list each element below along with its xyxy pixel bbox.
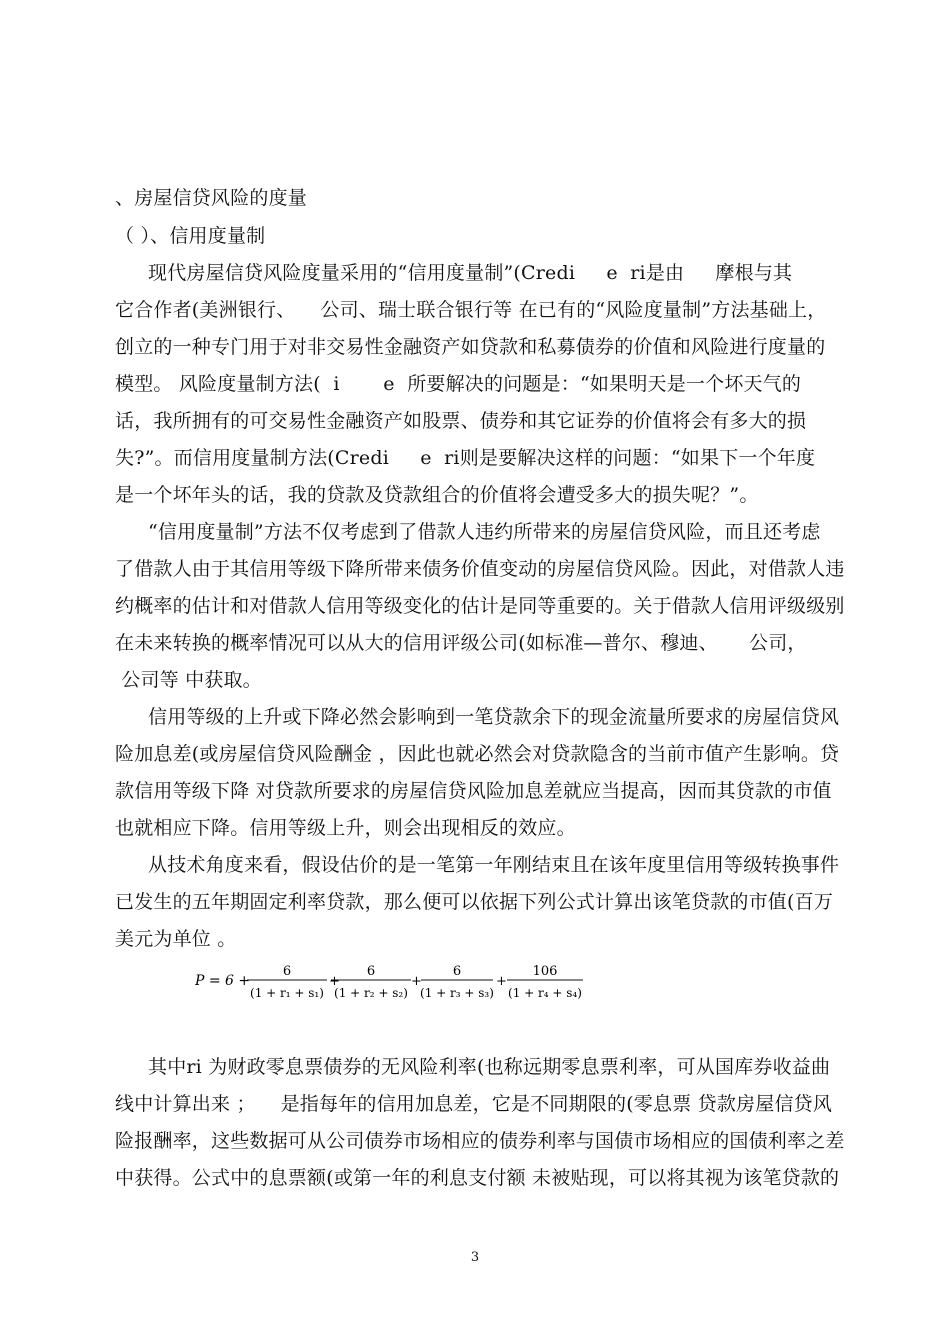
- paragraph-line: 款信用等级下降 对贷款所要求的房屋信贷风险加息差就应当提高，因而其贷款的市值: [115, 780, 832, 802]
- paragraph-line: 中获得。公式中的息票额(或第一年的利息支付额 未被贴现，可以将其视为该笔贷款的: [115, 1167, 840, 1189]
- paragraph-line: 美元为单位 。: [115, 928, 237, 950]
- section-heading: 、房屋信贷风险的度量: [115, 187, 308, 209]
- paragraph-line: 公司等 中获取。: [115, 669, 262, 691]
- paragraph-line: 信用等级的上升或下降必然会影响到一笔贷款余下的现金流量所要求的房屋信贷风: [148, 706, 840, 728]
- paragraph-line: 险加息差(或房屋信贷风险酬金 ，因此也就必然会对贷款隐含的当前市值产生影响。贷: [115, 743, 840, 765]
- paragraph-line: 了借款人由于其信用等级下降所带来债务价值变动的房屋信贷风险。因此，对借款人违: [115, 558, 845, 580]
- formula-plus-2: +: [411, 974, 422, 989]
- formula-numerator-1: 6: [282, 964, 292, 979]
- page-number: 3: [470, 1250, 480, 1265]
- formula-numerator-2: 6: [366, 964, 376, 979]
- paragraph-line: 话，我所拥有的可交易性金融资产如股票、债券和其它证券的价值将会有多大的损: [115, 410, 807, 432]
- formula-svg: [195, 960, 595, 1008]
- formula-numerator-3: 6: [452, 964, 462, 979]
- formula-numerator-4: 106: [532, 964, 558, 979]
- paragraph-line: 约概率的估计和对借款人信用等级变化的估计是同等重要的。关于借款人信用评级级别: [115, 595, 845, 617]
- formula-denominator-2: (1 + r₂ + s₂): [334, 986, 408, 1000]
- paragraph-line: 从技术角度来看，假设估价的是一笔第一年刚结束且在该年度里信用等级转换事件: [148, 854, 840, 876]
- subsection-heading: （ ）、信用度量制: [115, 225, 266, 247]
- paragraph-line: 创立的一种专门用于对非交易性金融资产如贷款和私募债券的价值和风险进行度量的: [115, 336, 826, 358]
- paragraph-line: 在未来转换的概率情况可以从大的信用评级公司(如标准—普尔、穆迪、 公司，: [115, 632, 807, 654]
- formula-lhs: P = 6 +: [195, 973, 251, 989]
- formula-denominator-1: (1 + r₁ + s₁): [250, 986, 324, 1000]
- paragraph-line: 也就相应下降。信用等级上升，则会出现相反的效应。: [115, 817, 576, 839]
- formula-plus-3: +: [496, 974, 507, 989]
- formula-denominator-3: (1 + r₃ + s₃): [420, 986, 494, 1000]
- paragraph-line: 现代房屋信贷风险度量采用的“信用度量制”(Credi e ri是由 摩根与其: [148, 262, 793, 284]
- paragraph-line: 失?”。而信用度量制方法(Credi e ri则是要解决这样的问题：“如果下一个年度: [115, 447, 816, 469]
- paragraph-line: 其中ri 为财政零息票债券的无风险利率(也称远期零息票利率，可从国库券收益曲: [148, 1056, 831, 1078]
- loan-value-formula: [195, 960, 595, 1008]
- paragraph-line: 它合作者(美洲银行、 公司、瑞士联合银行等 在已有的“风险度量制”方法基础上，: [115, 299, 827, 321]
- paragraph-line: 模型。 风险度量制方法( i e 所要解决的问题是：“如果明天是一个坏天气的: [115, 373, 802, 395]
- paragraph-line: 已发生的五年期固定利率贷款，那么便可以依据下列公式计算出该笔贷款的市值(百万: [115, 891, 834, 913]
- paragraph-line: 险报酬率，这些数据可从公司债券市场相应的债券利率与国债市场相应的国债利率之差: [115, 1130, 845, 1152]
- formula-plus-1: +: [329, 974, 340, 989]
- paragraph-line: 是一个坏年头的话，我的贷款及贷款组合的价值将会遭受多大的损失呢？”。: [115, 484, 759, 506]
- paragraph-line: “信用度量制”方法不仅考虑到了借款人违约所带来的房屋信贷风险，而且还考虑: [148, 521, 821, 543]
- paragraph-line: 线中计算出来 ； 是指每年的信用加息差，它是不同期限的(零息票 贷款房屋信贷风: [115, 1093, 833, 1115]
- formula-denominator-4: (1 + r₄ + s₄): [508, 986, 582, 1000]
